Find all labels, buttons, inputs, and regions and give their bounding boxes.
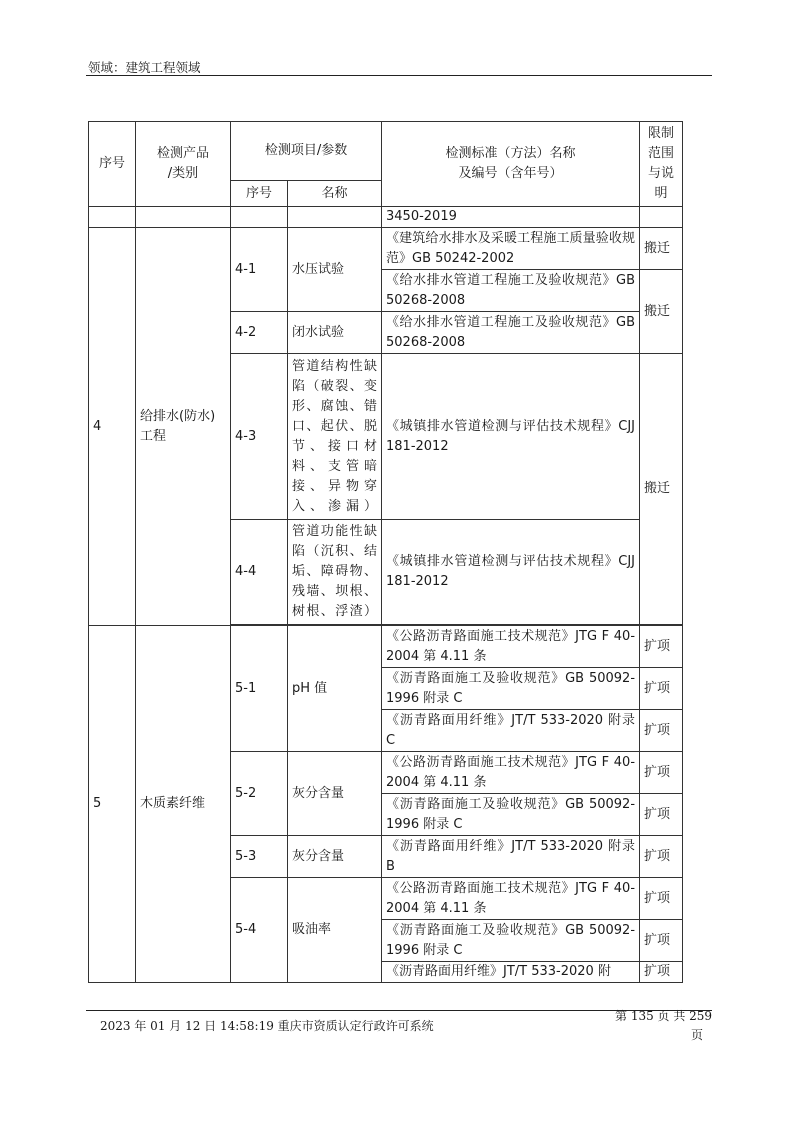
item-5-3-seq: 5-3 bbox=[231, 836, 288, 878]
item-5-1-standard-2: 《沥青路面施工及验收规范》GB 50092-1996 附录 C bbox=[382, 668, 640, 710]
col-header-seq: 序号 bbox=[89, 122, 136, 207]
item-5-2-name: 灰分含量 bbox=[288, 752, 382, 836]
inspection-table bbox=[88, 121, 683, 983]
item-4-1-standard-1: 《建筑给水排水及采暖工程施工质量验收规范》GB 50242-2002 bbox=[382, 228, 640, 270]
item-5-3-name: 灰分含量 bbox=[288, 836, 382, 878]
item-5-1-limit-1: 扩项 bbox=[640, 626, 683, 668]
footer-page-line-2: 页 bbox=[690, 1028, 703, 1042]
footer-page-number bbox=[615, 1007, 715, 1045]
col-header-sub-name: 名称 bbox=[288, 181, 382, 207]
item-4-3-standard: 《城镇排水管道检测与评估技术规程》CJJ 181-2012 bbox=[382, 354, 640, 520]
item-5-4-standard-1: 《公路沥青路面施工技术规范》JTG F 40-2004 第 4.11 条 bbox=[382, 878, 640, 920]
item-4-4-standard: 《城镇排水管道检测与评估技术规程》CJJ 181-2012 bbox=[382, 520, 640, 625]
col-header-standard: 检测标准（方法）名称 及编号（含年号） bbox=[382, 122, 640, 207]
col-header-item-param: 检测项目/参数 bbox=[231, 122, 382, 181]
item-4-1-seq: 4-1 bbox=[231, 228, 288, 312]
cont-cell bbox=[136, 207, 231, 228]
group-5-seq: 5 bbox=[89, 626, 136, 983]
item-4-4-seq: 4-4 bbox=[231, 520, 288, 625]
item-5-2-seq: 5-2 bbox=[231, 752, 288, 836]
item-4-1-name: 水压试验 bbox=[288, 228, 382, 312]
group-5-product: 木质素纤维 bbox=[136, 626, 231, 983]
item-4-1-2-limit: 搬迁 bbox=[640, 270, 683, 354]
item-5-2-standard-1: 《公路沥青路面施工技术规范》JTG F 40-2004 第 4.11 条 bbox=[382, 752, 640, 794]
item-4-3-name: 管道结构性缺陷（破裂、变形、腐蚀、错口、起伏、脱节、接口材料、支管暗接、异物穿入、渗漏） bbox=[288, 354, 382, 520]
cont-cell bbox=[640, 207, 683, 228]
col-header-sub-seq: 序号 bbox=[231, 181, 288, 207]
item-5-4-seq: 5-4 bbox=[231, 878, 288, 983]
item-5-1-name: pH 值 bbox=[288, 626, 382, 752]
header-divider bbox=[86, 75, 712, 76]
item-4-4-name: 管道功能性缺陷（沉积、结垢、障碍物、残墙、坝根、树根、浮渣） bbox=[288, 520, 382, 625]
item-5-2-limit-2: 扩项 bbox=[640, 794, 683, 836]
cont-cell bbox=[89, 207, 136, 228]
item-5-1-seq: 5-1 bbox=[231, 626, 288, 752]
item-4-1-limit-1: 搬迁 bbox=[640, 228, 683, 270]
group-4-seq: 4 bbox=[89, 228, 136, 626]
item-4-3-4-limit: 搬迁 bbox=[640, 354, 683, 625]
col-header-limit: 限制范围 与说明 bbox=[640, 122, 683, 207]
group-4-product: 给排水(防水) 工程 bbox=[136, 228, 231, 626]
item-5-3-limit: 扩项 bbox=[640, 836, 683, 878]
item-4-2-standard: 《给水排水管道工程施工及验收规范》GB 50268-2008 bbox=[382, 312, 640, 354]
item-5-4-limit-2: 扩项 bbox=[640, 920, 683, 962]
page-header-domain: 领域：建筑工程领域 bbox=[88, 60, 201, 75]
footer-timestamp-system: 2023 年 01 月 12 日 14:58:19 重庆市资质认定行政许可系统 bbox=[100, 1019, 434, 1033]
item-5-2-limit-1: 扩项 bbox=[640, 752, 683, 794]
item-5-1-limit-3: 扩项 bbox=[640, 710, 683, 752]
item-5-4-name: 吸油率 bbox=[288, 878, 382, 983]
item-5-4-standard-2: 《沥青路面施工及验收规范》GB 50092-1996 附录 C bbox=[382, 920, 640, 962]
item-5-1-limit-2: 扩项 bbox=[640, 668, 683, 710]
item-4-2-name: 闭水试验 bbox=[288, 312, 382, 354]
cont-cell bbox=[231, 207, 288, 228]
item-5-4-limit-3: 扩项 bbox=[640, 962, 683, 983]
item-5-1-standard-3: 《沥青路面用纤维》JT/T 533-2020 附录 C bbox=[382, 710, 640, 752]
item-4-3-seq: 4-3 bbox=[231, 354, 288, 520]
item-4-2-seq: 4-2 bbox=[231, 312, 288, 354]
cont-standard: 3450-2019 bbox=[382, 207, 640, 228]
item-5-2-standard-2: 《沥青路面施工及验收规范》GB 50092-1996 附录 C bbox=[382, 794, 640, 836]
col-header-product: 检测产品 /类别 bbox=[136, 122, 231, 207]
cont-cell bbox=[288, 207, 382, 228]
item-4-1-standard-2: 《给水排水管道工程施工及验收规范》GB 50268-2008 bbox=[382, 270, 640, 312]
item-5-3-standard: 《沥青路面用纤维》JT/T 533-2020 附录 B bbox=[382, 836, 640, 878]
item-5-4-standard-3: 《沥青路面用纤维》JT/T 533-2020 附 bbox=[382, 962, 640, 983]
item-5-1-standard-1: 《公路沥青路面施工技术规范》JTG F 40-2004 第 4.11 条 bbox=[382, 626, 640, 668]
footer-page-line-1: 第 135 页 共 259 bbox=[615, 1009, 713, 1023]
item-5-4-limit-1: 扩项 bbox=[640, 878, 683, 920]
